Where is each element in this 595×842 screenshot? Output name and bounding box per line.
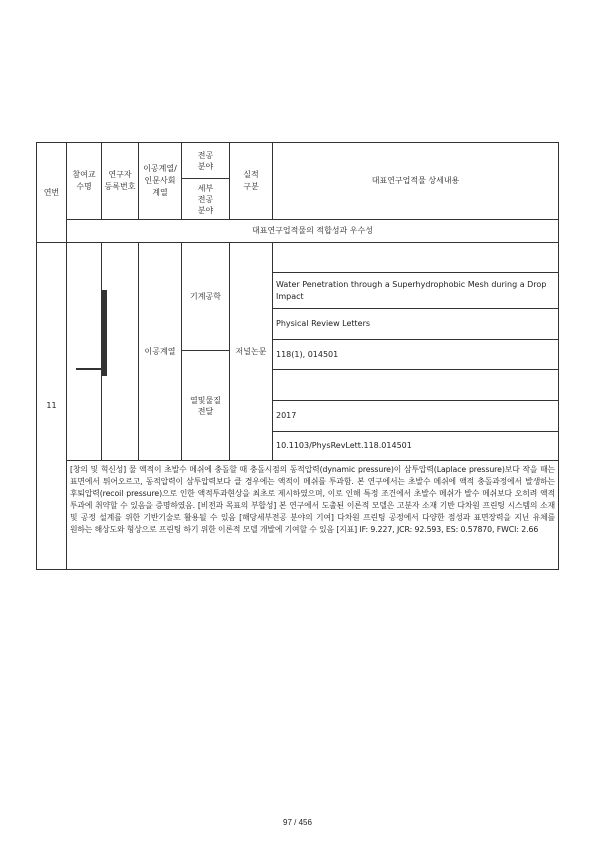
record-no: 11 [36,242,67,570]
redaction-bar-horizontal [76,368,106,370]
header-detail: 대표연구업적물 상세내용 [272,142,559,220]
detail-journal: Physical Review Letters [272,308,559,340]
header-participant: 참여교 수명 [66,142,102,220]
detail-volume: 118(1), 014501 [272,339,559,370]
detail-title: Water Penetration through a Superhydrophobic Mesh during a Drop Impact [272,272,559,309]
record-field-group: 이공계열 [138,242,182,461]
header-no: 연번 [36,142,67,243]
header-major-field: 전공 분야 [181,142,230,179]
header-sub-field: 세부 전공 분야 [181,178,230,220]
header-suitability: 대표연구업적물의 적합성과 우수성 [66,219,559,243]
header-field-group: 이공계열/ 인문사회 계열 [138,142,182,220]
detail-row [272,242,559,273]
detail-year: 2017 [272,400,559,432]
record-result-type: 저널논문 [229,242,273,461]
header-result-type: 실적 구분 [229,142,273,220]
record-major-field: 기계공학 [181,242,230,351]
header-researcher-id: 연구자 등록번호 [101,142,139,220]
record-sub-field: 열및물질 전달 [181,350,230,461]
page-number: 97 / 456 [283,818,312,827]
detail-row [272,369,559,401]
redaction-bar [102,290,107,376]
record-participant [66,242,102,461]
detail-doi: 10.1103/PhysRevLett.118.014501 [272,431,559,461]
record-summary: [창의 및 혁신성] 물 액적이 초발수 메쉬에 충돌할 때 충돌시점의 동적압력(dynamic pressure)이 삼투압력(Laplace pressure)보다 작을 때는 표면에서 튀어오르고, 동적압력이 삼투압력보다 클 경우에는 액적이 메쉬를 투과함. 본 연구에서는 초발수 메쉬에 액적 충돌과정에서 발생하는 후퇴압력(recoil pressure)으로 인한 액적투과현상을 최초로 제시하였으며, 이로 인해 특정 조건에서 초발수 메쉬가 발수 메쉬보다 오히려 액적 투과에 취약할 수 있음을 증명하였음. [비전과 목표의 부합성] 본 연구에서 도출된 이론적 모델은 고분자 소재 기반 다차원 프린팅 시스템의 소재 및 공정 설계를 위한 기반기술로 활용될 수 있음 [해당세부전공 분야의 기여] 다차원 프린팅 공정에서 다양한 점성과 표면장력을 지닌 유체를 원하는 해상도와 형상으로 프린팅 하기 위한 이론적 모델 개발에 기여할 수 있음 [지표] IF: 9.227, JCR: 92.593, ES: 0.57870, FWCI: 2.66 [66,460,559,570]
